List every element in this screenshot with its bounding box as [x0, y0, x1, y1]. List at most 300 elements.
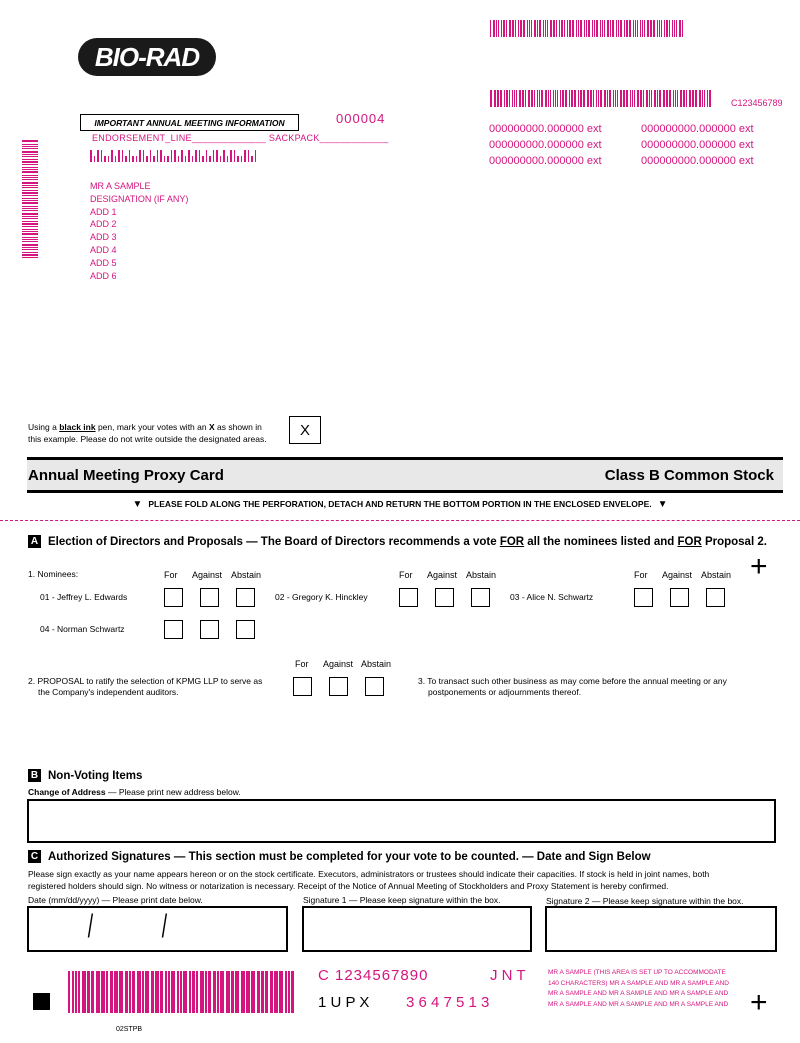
barcode-bar: [132, 971, 135, 1013]
barcode-bar: [101, 150, 103, 162]
change-of-address-field[interactable]: [27, 799, 776, 843]
ext-line: 000000000.000000 ext: [641, 139, 754, 151]
section-letter-a: A: [28, 535, 41, 548]
address-line: ADD 5: [90, 257, 117, 268]
barcode-bar: [635, 20, 636, 37]
barcode-bar: [602, 20, 603, 37]
barcode-bar: [189, 971, 191, 1013]
fold-arrow-icon: ▼: [132, 499, 143, 510]
barcode-bar: [640, 20, 641, 37]
change-of-address-label: Change of Address — Please print new address below.: [28, 787, 241, 797]
barcode-bar: [291, 971, 294, 1013]
barcode-bar: [274, 971, 278, 1013]
col-against: Against: [427, 570, 458, 580]
endorsement-line: ENDORSEMENT_LINE______________ SACKPACK_____________: [92, 133, 389, 143]
section-letter-b: B: [28, 769, 41, 782]
barcode-bar: [623, 90, 625, 107]
fold-arrow-icon: ▼: [657, 499, 668, 510]
barcode-bar: [637, 20, 638, 37]
barcode-bar: [537, 20, 538, 37]
barcode-bar: [132, 156, 134, 162]
barcode-bar: [593, 90, 594, 107]
col-for: For: [634, 570, 648, 580]
barcode-bar: [180, 971, 182, 1013]
barcode-bar: [168, 971, 170, 1013]
barcode-bar: [125, 156, 127, 162]
barcode-bar: [659, 90, 661, 107]
section-b-header: B Non-Voting Items: [28, 769, 142, 782]
nominee-04-abstain-checkbox[interactable]: [236, 620, 255, 639]
barcode-bar: [22, 192, 38, 194]
barcode-bar: [146, 156, 148, 162]
barcode-bar: [525, 90, 526, 107]
barcode-bar: [22, 164, 38, 165]
barcode-bar: [216, 150, 218, 162]
barcode-bar: [643, 90, 644, 107]
barcode-bar: [596, 20, 598, 37]
date-label: Date (mm/dd/yyyy) — Please print date below.: [28, 895, 203, 905]
barcode-bar: [110, 971, 113, 1013]
barcode-bar: [22, 200, 38, 201]
barcode-bar: [529, 20, 530, 37]
mailing-address: [90, 180, 188, 282]
barcode-bar: [231, 971, 234, 1013]
barcode-bar: [227, 156, 229, 162]
barcode-bar: [22, 208, 38, 209]
barcode-bar: [515, 20, 516, 37]
barcode-bar: [514, 90, 515, 107]
nominee-03-abstain-checkbox[interactable]: [706, 588, 725, 607]
barcode-bar: [550, 90, 551, 107]
barcode-bar: [22, 206, 38, 207]
barcode-bar: [615, 90, 616, 107]
barcode-bar: [143, 150, 145, 162]
barcode-bar: [504, 90, 505, 107]
barcode-bar: [578, 20, 579, 37]
nominee-01-against-checkbox[interactable]: [200, 588, 219, 607]
barcode-bar: [539, 20, 541, 37]
col-abstain: Abstain: [466, 570, 497, 580]
barcode-bar: [496, 20, 497, 37]
sequence-number: 000004: [336, 111, 386, 126]
black-ink-emphasis: black ink: [59, 422, 96, 432]
barcode-bar: [94, 156, 96, 162]
control-code: C 1234567890: [318, 967, 429, 984]
barcode-bar: [22, 185, 38, 186]
barcode-bar: [174, 150, 176, 162]
barcode-bar: [220, 156, 222, 162]
nominee-03: 03 - Alice N. Schwartz: [510, 592, 594, 602]
barcode-bar: [183, 971, 187, 1013]
proposal-2-abstain-checkbox[interactable]: [365, 677, 384, 696]
address-line: ADD 2: [90, 219, 117, 230]
barcode-bar: [674, 20, 675, 37]
barcode-bar: [707, 90, 708, 107]
section-letter-c: C: [28, 850, 41, 863]
important-info-box: IMPORTANT ANNUAL MEETING INFORMATION: [80, 114, 299, 131]
barcode-bar: [177, 971, 179, 1013]
example-mark-box: X: [289, 416, 321, 444]
barcode-bar: [192, 971, 195, 1013]
col-abstain: Abstain: [701, 570, 732, 580]
barcode-bar: [519, 90, 521, 107]
barcode-bar: [255, 150, 257, 162]
barcode-bar: [22, 249, 38, 250]
barcode-bar: [22, 202, 38, 204]
barcode-bar: [22, 216, 38, 217]
signature-1-label: Signature 1 — Please keep signature within the box.: [303, 895, 501, 905]
barcode-bar: [22, 156, 38, 157]
barcode-bar: [600, 90, 602, 107]
barcode-bar: [583, 90, 585, 107]
barcode-bar: [265, 971, 268, 1013]
barcode-bar: [22, 223, 38, 225]
stock-class: Class B Common Stock: [604, 467, 774, 484]
barcode-bar: [600, 20, 601, 37]
barcode-bar: [164, 156, 166, 162]
nominee-01-abstain-checkbox[interactable]: [236, 588, 255, 607]
barcode-bar: [196, 971, 198, 1013]
bottom-barcode: [68, 971, 296, 1013]
barcode-bar: [565, 90, 567, 107]
fold-instruction: ▼ PLEASE FOLD ALONG THE PERFORATION, DETACH AND RETURN THE BOTTOM PORTION IN THE ENCLOSED ENVELOPE. ▼: [132, 499, 668, 510]
barcode-bar: [682, 20, 683, 37]
barcode-bar: [612, 20, 614, 37]
barcode-bar: [640, 90, 642, 107]
barcode-bar: [647, 20, 649, 37]
barcode-bar: [607, 20, 609, 37]
barcode-bar: [509, 90, 510, 107]
barcode-bar: [598, 90, 599, 107]
proposal-3: 3. To transact such other business as may come before the annual meeting or any postponements or adjournments thereof.: [418, 676, 727, 697]
barcode-bar: [22, 187, 38, 188]
top-barcode: [490, 20, 684, 37]
barcode-bar: [223, 150, 225, 162]
barcode-bar: [90, 150, 92, 162]
barcode-bar: [248, 150, 250, 162]
barcode-bar: [165, 971, 167, 1013]
nominee-02-for-checkbox[interactable]: [399, 588, 418, 607]
barcode-bar: [506, 20, 507, 37]
barcode-bar: [226, 971, 230, 1013]
barcode-bar: [22, 254, 38, 256]
barcode-bar: [497, 90, 499, 107]
barcode-bar: [590, 90, 592, 107]
barcode-bar: [609, 90, 611, 107]
barcode-bar: [657, 20, 658, 37]
barcode-bar: [22, 151, 38, 153]
barcode-bar: [567, 20, 568, 37]
barcode-bar: [22, 257, 38, 258]
barcode-bar: [185, 156, 187, 162]
barcode-bar: [246, 971, 250, 1013]
barcode-bar: [689, 90, 691, 107]
barcode-bar: [235, 971, 239, 1013]
signature-instructions: Please sign exactly as your name appears hereon or on the stock certificate. Executors, administrators or trustees should indicate their capacities. If stock is held in joint names, both registered holders should sign. No witness or notarization is necessary. Receipt of the Notice of Annual Meeting of Stockholders and Proxy Statement is hereby confirmed.: [28, 869, 710, 891]
barcode-bar: [257, 971, 260, 1013]
barcode-bar: [692, 90, 694, 107]
barcode-bar: [578, 90, 579, 107]
barcode-bar: [620, 20, 622, 37]
barcode-bar: [547, 20, 548, 37]
barcode-bar: [528, 90, 530, 107]
barcode-bar: [604, 20, 605, 37]
barcode-bar: [171, 971, 175, 1013]
barcode-bar: [68, 971, 70, 1013]
barcode-bar: [534, 20, 536, 37]
barcode-bar: [557, 90, 558, 107]
barcode-bar: [261, 971, 264, 1013]
barcode-bar: [677, 90, 678, 107]
barcode-bar: [22, 140, 38, 142]
barcode-bar: [649, 90, 650, 107]
barcode-bar: [72, 971, 74, 1013]
barcode-bar: [653, 20, 655, 37]
barcode-bar: [543, 20, 544, 37]
barcode-bar: [624, 20, 625, 37]
barcode-bar: [663, 90, 665, 107]
barcode-bar: [244, 150, 246, 162]
barcode-bar: [241, 971, 245, 1013]
section-c-header: C Authorized Signatures — This section must be completed for your vote to be counted. — Date and Sign Below: [28, 850, 651, 863]
barcode-bar: [22, 190, 38, 191]
barcode-bar: [500, 90, 502, 107]
barcode-bar: [125, 971, 128, 1013]
barcode-bar: [22, 233, 38, 235]
barcode-bar: [87, 971, 90, 1013]
barcode-bar: [633, 20, 634, 37]
barcode-bar: [108, 156, 110, 162]
barcode-bar: [22, 169, 38, 170]
barcode-bar: [129, 150, 131, 162]
col-against: Against: [662, 570, 693, 580]
title-bar-bottom-rule: [27, 490, 783, 493]
barcode-bar: [22, 159, 38, 160]
barcode-bar: [22, 171, 38, 173]
barcode-bar: [672, 20, 673, 37]
barcode-bar: [531, 90, 533, 107]
barcode-bar: [270, 971, 273, 1013]
address-line: ADD 3: [90, 232, 117, 243]
nominee-03-for-checkbox[interactable]: [634, 588, 653, 607]
barcode-bar: [237, 156, 239, 162]
barcode-bar: [153, 156, 155, 162]
barcode-bar: [199, 150, 201, 162]
barcode-bar: [584, 20, 585, 37]
perforation-line: [0, 520, 800, 521]
col-abstain: Abstain: [361, 659, 392, 669]
col-against: Against: [192, 570, 223, 580]
barcode-bar: [251, 971, 255, 1013]
nominee-01-for-checkbox[interactable]: [164, 588, 183, 607]
barcode-bar: [596, 90, 597, 107]
barcode-bar: [155, 971, 159, 1013]
form-code: 02STPB: [116, 1026, 143, 1033]
barcode-bar: [22, 161, 38, 163]
ext-line: 000000000.000000 ext: [489, 123, 602, 135]
bio-rad-logo: BIO-RAD: [78, 38, 216, 76]
barcode-bar: [574, 90, 576, 107]
nominee-02-against-checkbox[interactable]: [435, 588, 454, 607]
barcode-bar: [699, 90, 701, 107]
barcode-bar: [604, 90, 606, 107]
barcode-bar: [592, 20, 593, 37]
serial-number: 3 6 4 7 5 1 3: [406, 994, 490, 1011]
signature-2-field[interactable]: [545, 906, 777, 952]
barcode-bar: [22, 210, 38, 211]
barcode-bar: [651, 90, 652, 107]
col-for: For: [295, 659, 309, 669]
address-line: ADD 1: [90, 206, 117, 217]
nominee-04: 04 - Norman Schwartz: [40, 624, 125, 634]
barcode-bar: [490, 20, 491, 37]
barcode-bar: [181, 150, 183, 162]
barcode-bar: [285, 971, 287, 1013]
barcode-bar: [22, 247, 38, 248]
barcode-bar: [654, 90, 656, 107]
barcode-bar: [202, 156, 204, 162]
barcode-bar: [675, 90, 676, 107]
barcode-bar: [490, 90, 492, 107]
barcode-bar: [167, 156, 169, 162]
barcode-bar: [537, 90, 538, 107]
barcode-bar: [22, 195, 38, 196]
barcode-bar: [22, 239, 38, 240]
barcode-bar: [139, 150, 141, 162]
barcode-bar: [101, 971, 105, 1013]
ext-lines-left: [489, 121, 602, 169]
barcode-bar: [234, 150, 236, 162]
barcode-bar: [560, 90, 561, 107]
barcode-bar: [679, 20, 681, 37]
barcode-bar: [96, 971, 100, 1013]
barcode-bar: [506, 90, 508, 107]
nominee-02: 02 - Gregory K. Hinckley: [275, 592, 368, 602]
barcode-bar: [534, 90, 535, 107]
date-slash: /: [161, 908, 168, 944]
barcode-bar: [556, 20, 557, 37]
barcode-bar: [208, 971, 211, 1013]
barcode-bar: [217, 971, 219, 1013]
side-barcode: [22, 140, 38, 260]
nominee-01: 01 - Jeffrey L. Edwards: [40, 592, 128, 602]
barcode-bar: [493, 20, 495, 37]
barcode-bar: [178, 156, 180, 162]
date-slash: /: [87, 908, 94, 944]
address-line: ADD 6: [90, 270, 117, 281]
barcode-bar: [620, 90, 622, 107]
barcode-bar: [22, 221, 38, 222]
barcode-bar: [188, 150, 190, 162]
barcode-bar: [205, 971, 207, 1013]
barcode-bar: [22, 226, 38, 227]
barcode-bar: [650, 20, 652, 37]
barcode-bar: [150, 150, 152, 162]
signature-1-field[interactable]: [302, 906, 532, 952]
marking-instructions: Using a black ink pen, mark your votes with an X as shown in this example. Please do not write outside the designated areas.: [28, 422, 267, 444]
barcode-bar: [657, 90, 658, 107]
barcode-bar: [512, 20, 514, 37]
registration-mark: [33, 993, 50, 1010]
nominee-04-for-checkbox[interactable]: [164, 620, 183, 639]
barcode-bar: [634, 90, 635, 107]
barcode-bar: [646, 90, 648, 107]
card-title: Annual Meeting Proxy Card: [28, 467, 224, 484]
barcode-bar: [22, 167, 38, 168]
ext-line: 000000000.000000 ext: [489, 155, 602, 167]
col-against: Against: [323, 659, 354, 669]
barcode-bar: [91, 971, 94, 1013]
section-a-header: A Election of Directors and Proposals — The Board of Directors recommends a vote FOR all the nominees listed and FOR Proposal 2.: [28, 535, 767, 548]
barcode-bar: [104, 156, 106, 162]
barcode-bar: [531, 20, 532, 37]
barcode-bar: [22, 229, 38, 230]
barcode-bar: [151, 971, 154, 1013]
barcode-bar: [545, 20, 546, 37]
plus-mark-icon: +: [750, 986, 768, 1019]
barcode-bar: [666, 90, 668, 107]
signature-2-label: Signature 2 — Please keep signature within the box.: [546, 896, 744, 906]
barcode-bar: [607, 90, 608, 107]
barcode-bar: [22, 177, 38, 178]
nominees-label: 1. Nominees:: [28, 569, 79, 579]
proposal-2-against-checkbox[interactable]: [329, 677, 348, 696]
barcode-bar: [666, 20, 668, 37]
barcode-bar: [661, 20, 662, 37]
barcode-bar: [586, 20, 587, 37]
date-field[interactable]: [27, 906, 288, 952]
barcode-bar: [160, 150, 162, 162]
nominee-04-against-checkbox[interactable]: [200, 620, 219, 639]
jnt-code: J N T: [490, 967, 526, 984]
address-line: ADD 4: [90, 244, 117, 255]
barcode-bar: [137, 971, 141, 1013]
nominee-03-against-checkbox[interactable]: [670, 588, 689, 607]
proposal-2-for-checkbox[interactable]: [293, 677, 312, 696]
barcode-bar: [288, 971, 290, 1013]
barcode-bar: [680, 90, 682, 107]
barcode-bar: [630, 90, 631, 107]
barcode-bar: [562, 90, 564, 107]
barcode-bar: [209, 156, 211, 162]
barcode-bar: [122, 150, 124, 162]
barcode-bar: [520, 20, 522, 37]
barcode-bar: [626, 20, 628, 37]
barcode-bar: [664, 20, 665, 37]
nominee-02-abstain-checkbox[interactable]: [471, 588, 490, 607]
barcode-bar: [22, 241, 38, 242]
barcode-bar: [129, 971, 131, 1013]
barcode-bar: [241, 156, 243, 162]
barcode-bar: [587, 90, 589, 107]
barcode-bar: [539, 90, 540, 107]
barcode-bar: [171, 150, 173, 162]
proposal-2: 2. PROPOSAL to ratify the selection of KPMG LLP to serve as the Company's independent auditors.: [28, 676, 263, 697]
barcode-bar: [498, 20, 499, 37]
barcode-bar: [279, 971, 283, 1013]
barcode-bar: [576, 20, 577, 37]
barcode-bar: [115, 156, 117, 162]
barcode-bar: [22, 144, 38, 145]
barcode-bar: [114, 971, 118, 1013]
barcode-bar: [206, 150, 208, 162]
barcode-bar: [213, 971, 216, 1013]
barcode-bar: [111, 150, 113, 162]
barcode-bar: [580, 90, 582, 107]
barcode-bar: [97, 150, 99, 162]
barcode-bar: [644, 20, 645, 37]
ext-line: 000000000.000000 ext: [641, 155, 754, 167]
